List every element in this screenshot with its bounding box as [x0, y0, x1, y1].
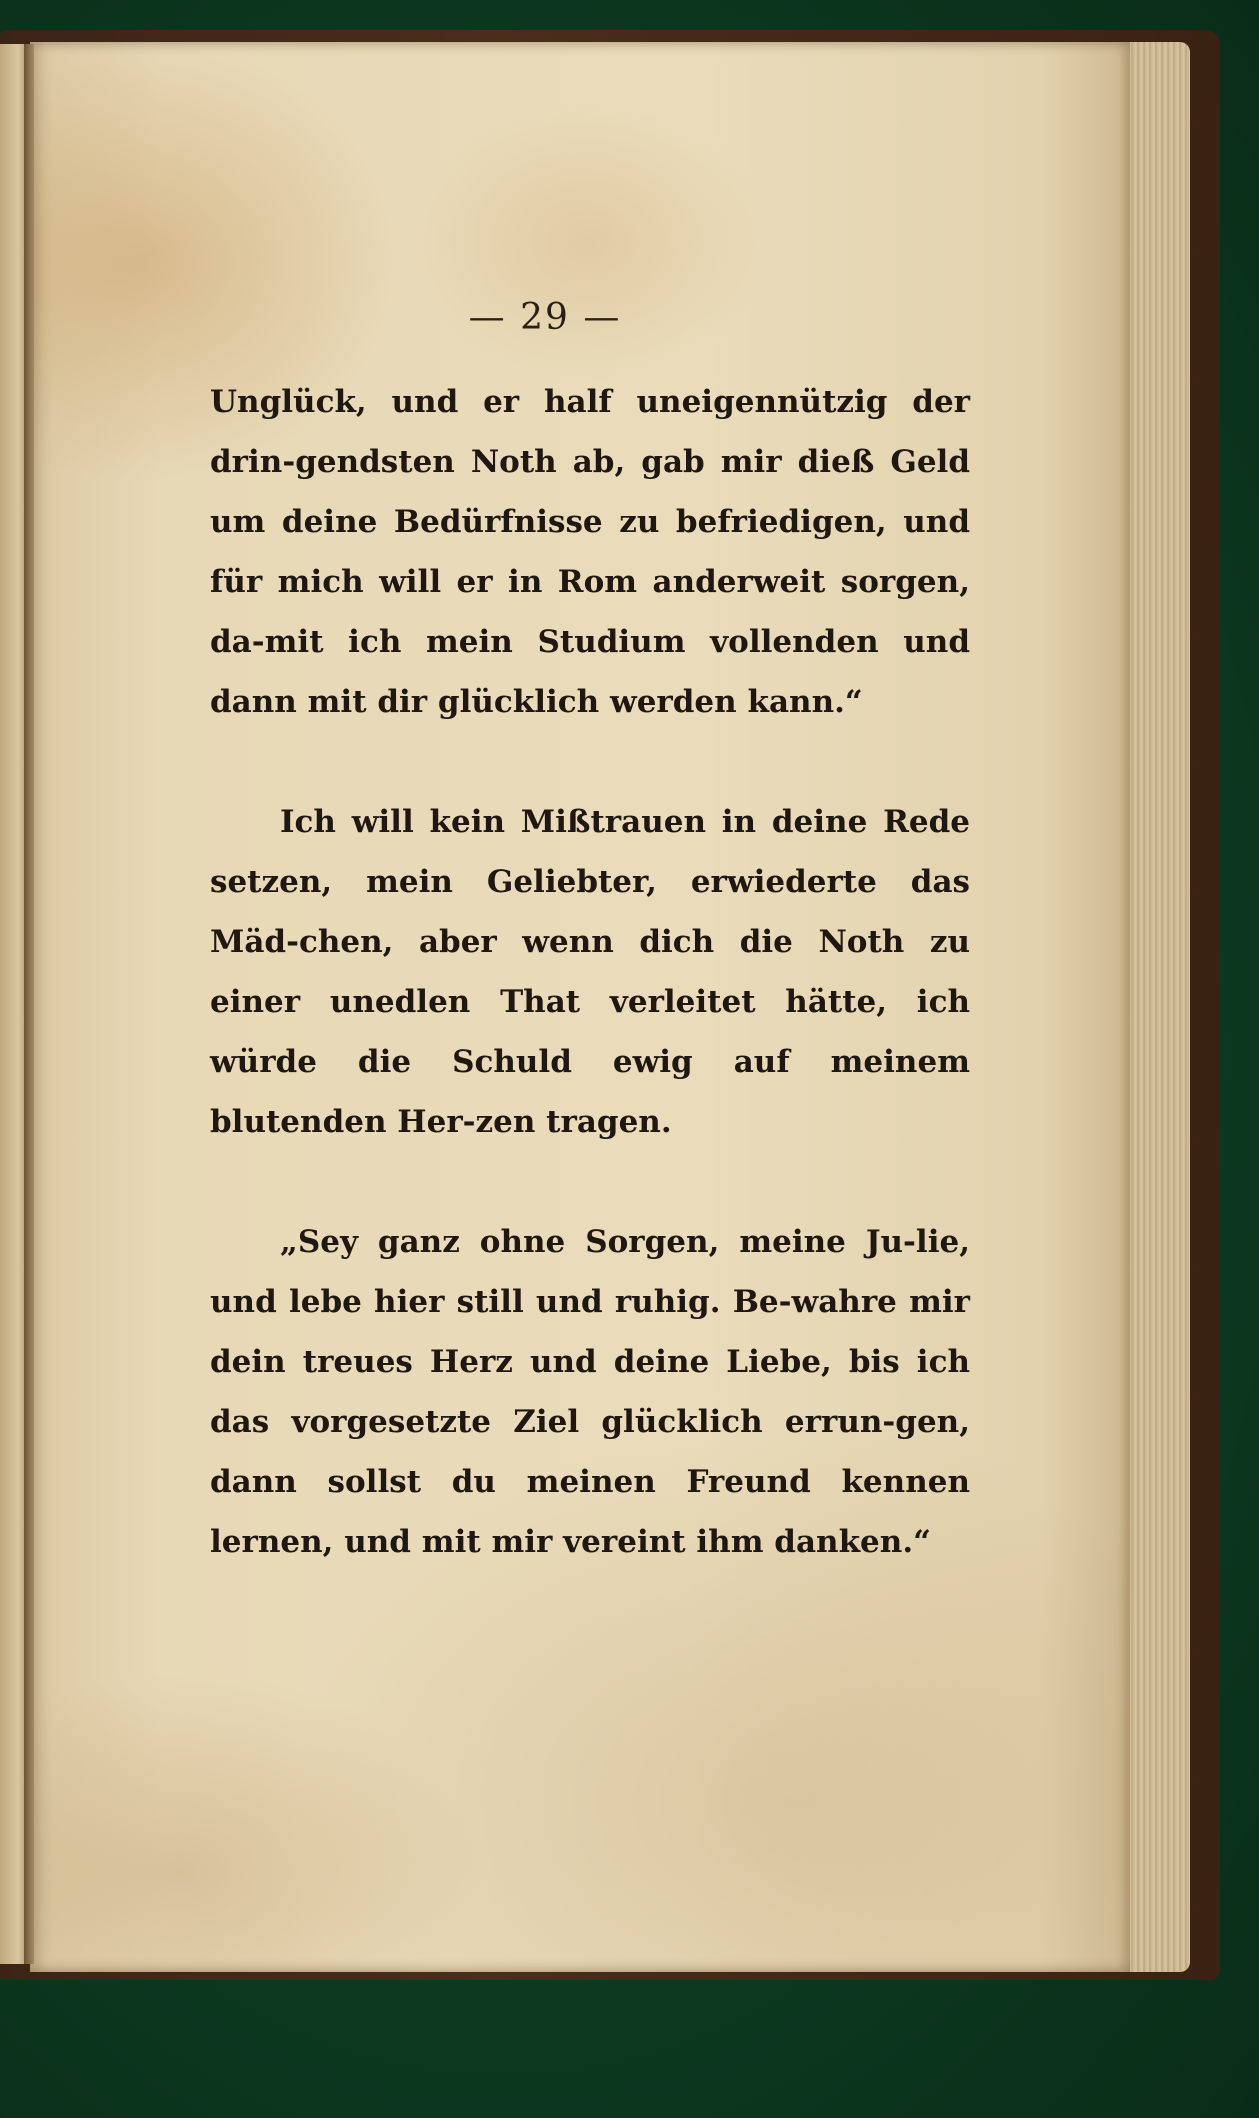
- book-gutter: [24, 44, 34, 1964]
- page-number: — 29 —: [468, 297, 622, 338]
- paragraph-2: Ich will kein Mißtrauen in deine Rede setzen, mein Geliebter, erwiederte das Mäd-chen, aber wenn dich die Noth zu einer unedlen That verleitet hätte, ich würde die Schuld ewig auf meinem blutenden Her-zen tragen.: [210, 804, 970, 1140]
- paragraph-3: „Sey ganz ohne Sorgen, meine Ju-lie, und lebe hier still und ruhig. Be-wahre mir dein treues Herz und deine Liebe, bis ich das vorgesetzte Ziel glücklich errun-gen, dann sollst du meinen Freund kennen lernen, und mit mir vereint ihm danken.“: [210, 1224, 970, 1560]
- paragraph-1: Unglück, und er half uneigennützig der drin-gendsten Noth ab, gab mir dieß Geld um deine Bedürfnisse zu befriedigen, und für mich will er in Rom anderweit sorgen, da-mit ich mein Studium vollenden und dann mit dir glücklich werden kann.“: [210, 384, 970, 720]
- page-text: [210, 372, 970, 1572]
- book-page: [30, 42, 1130, 1972]
